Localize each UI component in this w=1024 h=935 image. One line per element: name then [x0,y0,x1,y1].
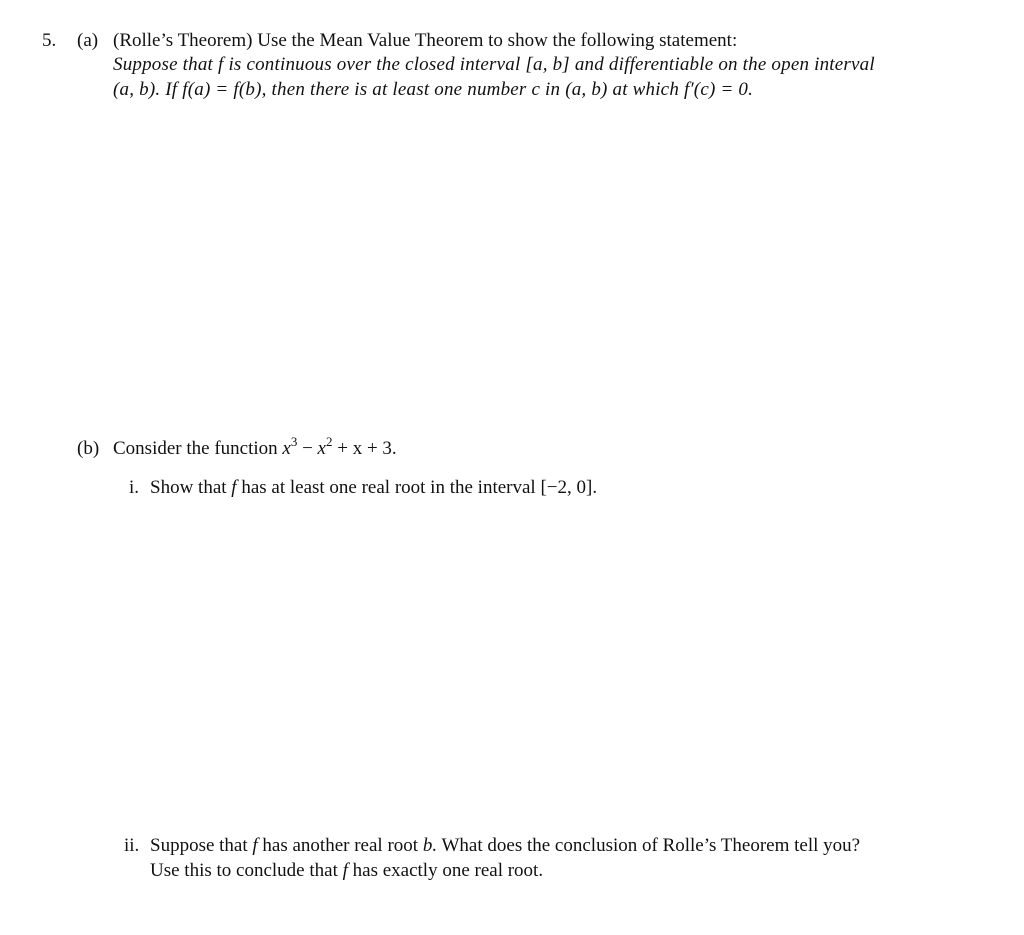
part-a-statement-line-2: (a, b). If f(a) = f(b), then there is at least one number c in (a, b) at which f′(c) = 0. [113,79,754,100]
part-b-intro-line: Consider the function $x^3 - x^2 + x + 3$. [113,433,397,459]
sub-ii-line-1: Suppose that f has another real root b. What does the conclusion of Rolle’s Theorem tell you? [150,835,861,856]
problem-number: 5. [42,30,57,51]
part-a-label: (a) [77,30,99,51]
part-b-label: (b) [77,438,100,459]
part-a-statement-line-1: Suppose that f is continuous over the closed interval [a, b] and differentiable on the open interval [113,54,875,75]
part-a-intro: (Rolle’s Theorem) Use the Mean Value Theorem to show the following statement: [113,30,738,51]
sub-i-label: i. [129,477,140,498]
sub-ii-line-2: Use this to conclude that f has exactly one real root. [150,860,544,881]
sub-i-text: Show that f has at least one real root in the interval [−2, 0]. [150,477,598,498]
sub-ii-label: ii. [124,835,140,856]
